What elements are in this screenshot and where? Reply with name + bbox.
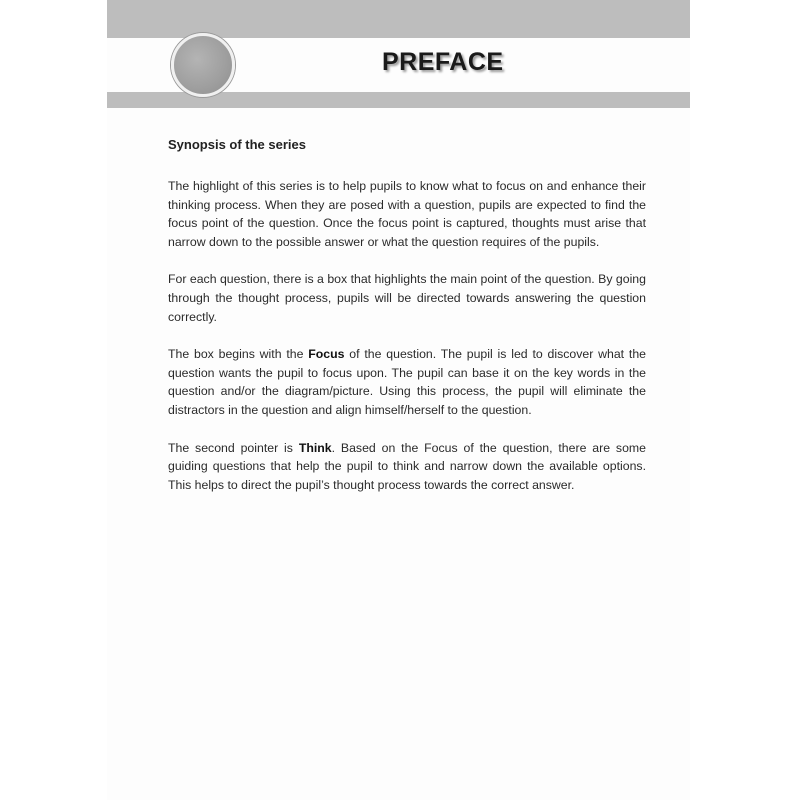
paragraph: [168, 439, 646, 495]
paragraph: [168, 345, 646, 419]
header-circle-ornament: [171, 33, 235, 97]
bold-term-think: Think: [298, 440, 332, 455]
page-title: PREFACE: [382, 48, 504, 76]
paragraph-text: The box begins with the: [168, 347, 309, 362]
paragraph: [168, 177, 646, 251]
paragraph-text: The highlight of this series is to help pupils to know what to focus on and enhance their thinking process. When they are posed with a question, pupils are expected to find the focus point of the question. Once the focus point is captured, thoughts must arise that narrow down to the possible answer or what the question requires of the pupils.: [168, 179, 646, 249]
section-heading: Synopsis of the series: [168, 137, 306, 152]
paragraph-text: . Based on the Focus of the question, there are some guiding questions that help the pupil to think and narrow down the available options. This helps to direct the pupil’s thought process towards the correct answer.: [168, 440, 646, 492]
paragraph-text: of the question. The pupil is led to discover what the question wants the pupil to focus upon. The pupil can base it on the key words in the question and/or the diagram/picture. Using this process, the pupil will eliminate the distractors in the question and align himself/herself to the question.: [168, 347, 646, 417]
preface-content: [168, 136, 646, 513]
document-page: [107, 0, 690, 800]
bold-term-focus: Focus: [308, 347, 345, 362]
paragraph-text: The second pointer is: [168, 440, 299, 455]
paragraph: [168, 270, 646, 326]
header-top-band: [107, 0, 690, 38]
paragraph-text: For each question, there is a box that highlights the main point of the question. By going through the thought process, pupils will be directed towards answering the question correctly.: [168, 272, 646, 324]
